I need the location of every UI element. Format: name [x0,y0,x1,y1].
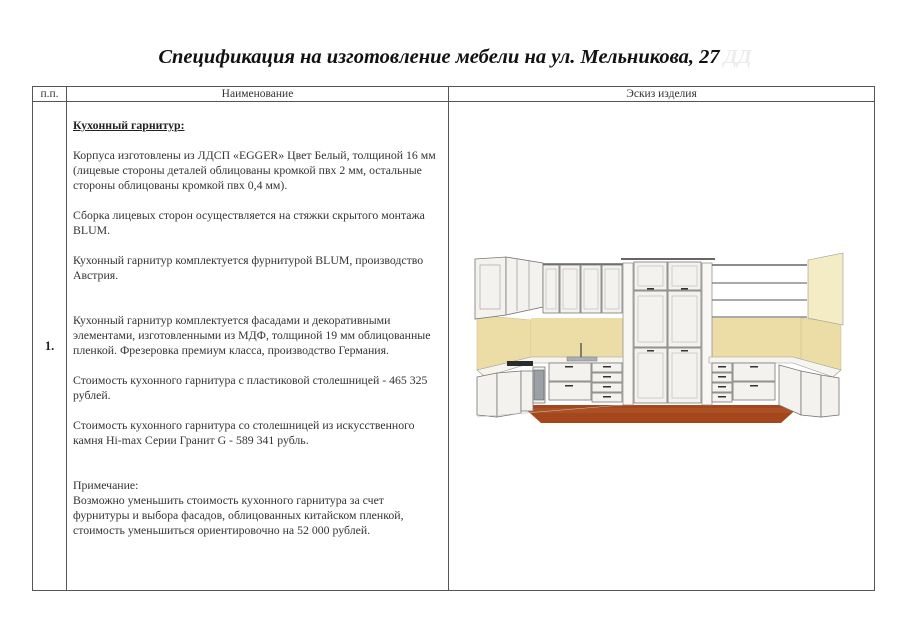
desc-paragraph-facades: Кухонный гарнитур комплектуется фасадами и декоративными элементами, изготовленными из МДФ, толщиной 19 мм облицованные пленкой. Фрезеровка премиум класса, производство Германия. [73,313,431,357]
page-title [0,46,910,69]
header-name: Наименование [67,87,449,102]
desc-paragraph-assembly: Сборка лицевых сторон осуществляется на стяжки скрытого монтажа BLUM. [73,208,425,237]
header-num: п.п. [33,87,67,102]
title-text: Спецификация на изготовление мебели на ул. Мельникова, 27 [158,46,720,68]
desc-price-plastic: Стоимость кухонного гарнитура с пластиковой столешницей - 465 325 рублей. [73,373,428,402]
note-text: Возможно уменьшить стоимость кухонного гарнитура за счет фурнитуры и выбора фасадов, облицованных китайском пленкой, стоимость уменьшиться ориентировочно на 52 000 рублей. [73,493,404,537]
table-header-row [33,87,875,102]
desc-paragraph-hardware: Кухонный гарнитур комплектуется фурнитурой BLUM, производство Австрия. [73,253,424,282]
header-sketch: Эскиз изделия [449,87,875,102]
sketch-cell [449,102,875,591]
row-number: 1. [33,102,67,591]
title-ghost-text: ДД [723,46,752,68]
note-label: Примечание: [73,478,139,492]
description-cell [67,102,449,591]
kitchen-sketch-image [471,245,851,430]
desc-price-stone: Стоимость кухонного гарнитура со столешницей из искусственного камня Hi-max Серии Гранит G - 589 341 рубль. [73,418,415,447]
table-row [33,102,875,591]
specification-table [32,86,875,591]
item-heading: Кухонный гарнитур: [73,118,185,132]
desc-paragraph-body: Корпуса изготовлены из ЛДСП «EGGER» Цвет Белый, толщиной 16 мм (лицевые стороны деталей облицованы кромкой пвх 2 мм, остальные стороны облицованы кромкой пвх 0,4 мм). [73,148,436,192]
